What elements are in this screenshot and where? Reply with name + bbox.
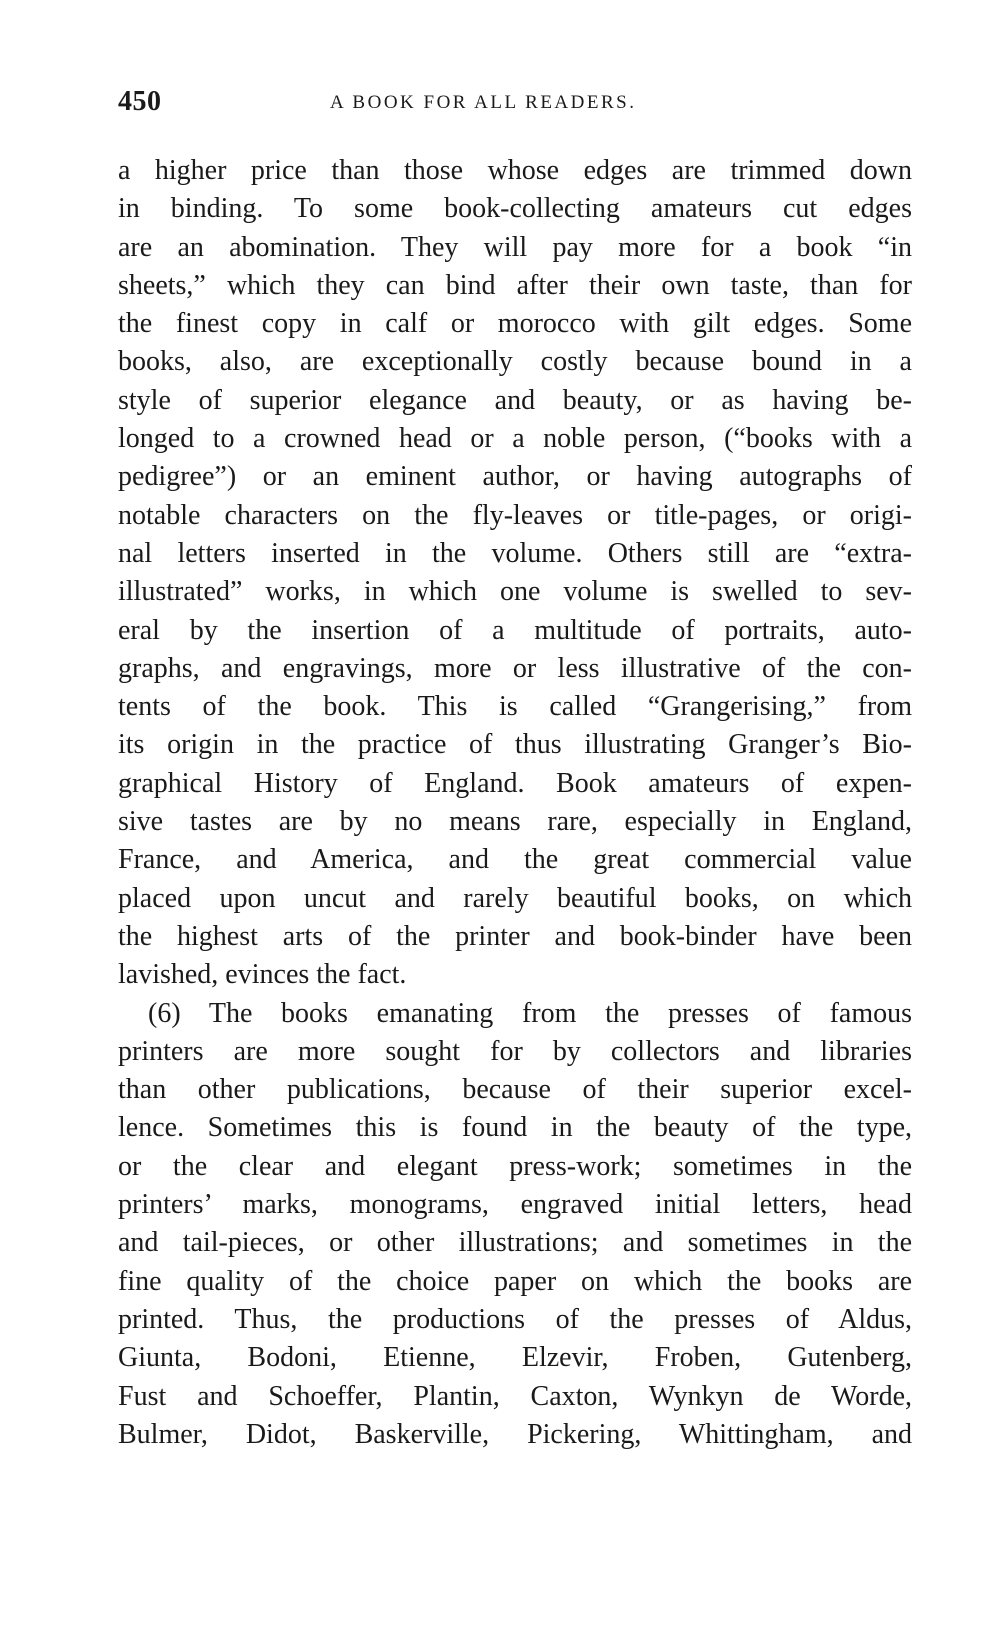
text-line: Giunta, Bodoni, Etienne, Elzevir, Froben, Gutenberg, bbox=[118, 1342, 912, 1374]
text-line: France, and America, and the great commercial value bbox=[118, 844, 912, 876]
text-line: sheets,” which they can bind after their own taste, than for bbox=[118, 269, 912, 301]
text-line: Fust and Schoeffer, Plantin, Caxton, Wynkyn de Worde, bbox=[118, 1380, 912, 1412]
page-header bbox=[118, 86, 912, 126]
text-line: notable characters on the fly-leaves or title-pages, or origi- bbox=[118, 499, 912, 531]
text-line: than other publications, because of their superior excel- bbox=[118, 1074, 912, 1106]
text-line: are an abomination. They will pay more for a book “in bbox=[118, 231, 912, 263]
text-line: sive tastes are by no means rare, especially in England, bbox=[118, 806, 912, 838]
text-line: pedigree”) or an eminent author, or having autographs of bbox=[118, 461, 912, 493]
text-line: tents of the book. This is called “Grangerising,” from bbox=[118, 691, 912, 723]
text-line: graphs, and engravings, more or less illustrative of the con- bbox=[118, 652, 912, 684]
text-line: (6) The books emanating from the presses of famous bbox=[148, 997, 912, 1029]
text-line: printed. Thus, the productions of the presses of Aldus, bbox=[118, 1303, 912, 1335]
text-line: lence. Sometimes this is found in the beauty of the type, bbox=[118, 1112, 912, 1144]
text-line: longed to a crowned head or a noble person, (“books with a bbox=[118, 423, 912, 455]
text-line: a higher price than those whose edges are trimmed down bbox=[118, 155, 912, 186]
text-line: printers are more sought for by collectors and libraries bbox=[118, 1035, 912, 1067]
text-line: books, also, are exceptionally costly because bound in a bbox=[118, 346, 912, 378]
text-line: style of superior elegance and beauty, or as having be- bbox=[118, 384, 912, 416]
text-line: eral by the insertion of a multitude of portraits, auto- bbox=[118, 614, 912, 646]
text-line: printers’ marks, monograms, engraved initial letters, head bbox=[118, 1189, 912, 1221]
text-line: illustrated” works, in which one volume is swelled to sev- bbox=[118, 576, 912, 608]
paragraph-famous-printers bbox=[118, 995, 912, 1455]
running-title: A BOOK FOR ALL READERS. bbox=[330, 92, 637, 113]
text-line: and tail-pieces, or other illustrations; and sometimes in the bbox=[118, 1227, 912, 1259]
text-line: the highest arts of the printer and book-binder have been bbox=[118, 920, 912, 952]
text-line: in binding. To some book-collecting amateurs cut edges bbox=[118, 193, 912, 225]
page-number: 450 bbox=[118, 86, 162, 117]
text-line: placed upon uncut and rarely beautiful books, on which bbox=[118, 882, 912, 914]
text-line: its origin in the practice of thus illustrating Granger’s Bio- bbox=[118, 729, 912, 761]
body-text bbox=[118, 152, 912, 1454]
text-line: nal letters inserted in the volume. Others still are “extra- bbox=[118, 537, 912, 569]
paragraph-collectors bbox=[118, 152, 912, 995]
text-line: or the clear and elegant press-work; sometimes in the bbox=[118, 1150, 912, 1182]
text-line: fine quality of the choice paper on which the books are bbox=[118, 1265, 912, 1297]
text-line: graphical History of England. Book amateurs of expen- bbox=[118, 767, 912, 799]
text-line: lavished, evinces the fact. bbox=[118, 959, 407, 991]
text-line: Bulmer, Didot, Baskerville, Pickering, Whittingham, and bbox=[118, 1418, 912, 1450]
text-line: the finest copy in calf or morocco with gilt edges. Some bbox=[118, 308, 912, 340]
